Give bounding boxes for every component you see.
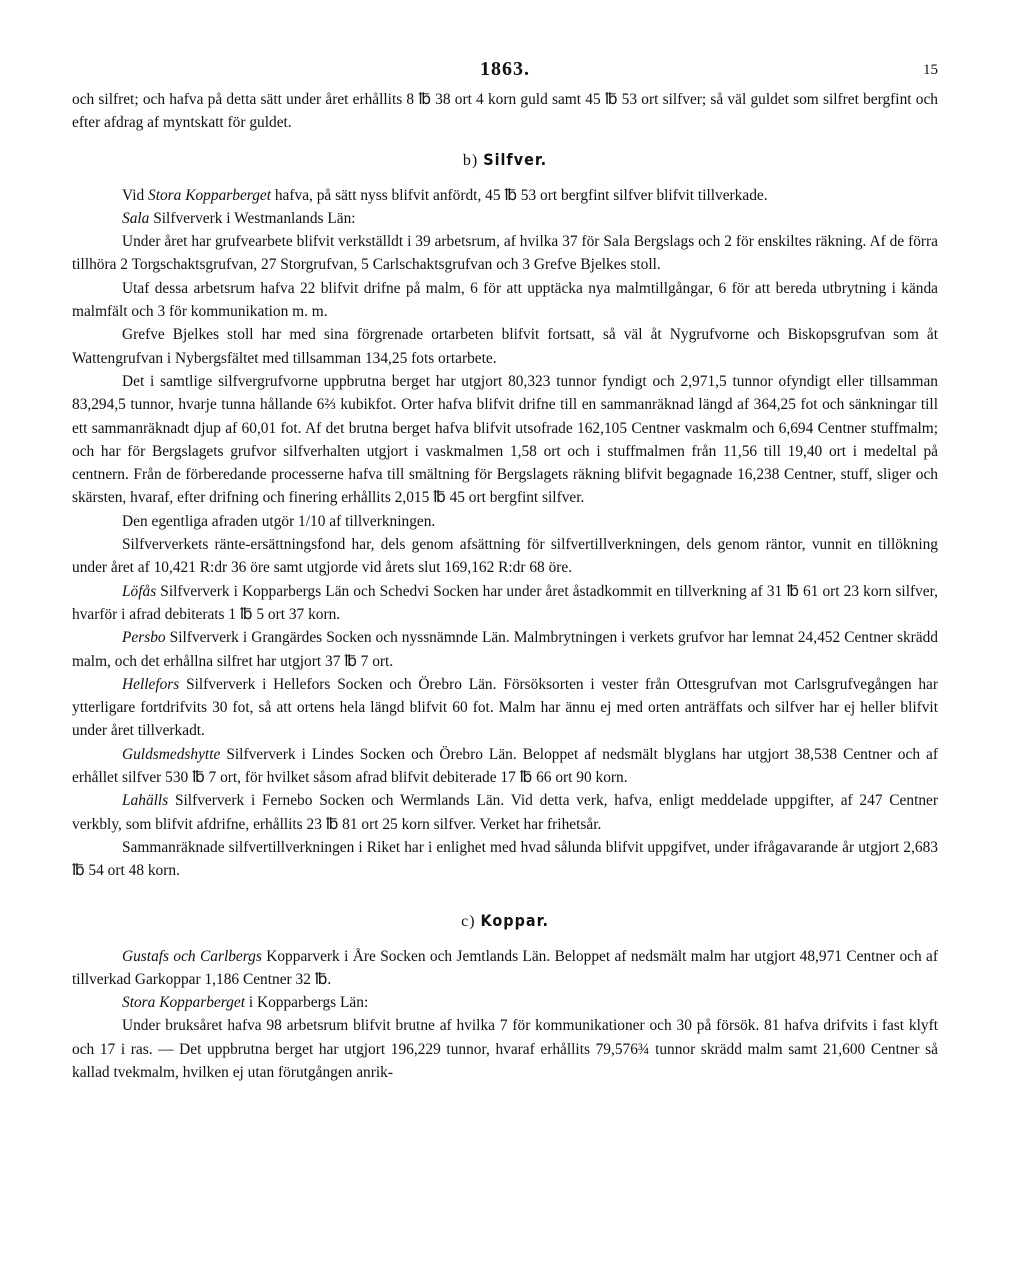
works-name: Stora Kopparberget bbox=[148, 186, 271, 204]
works-name: Löfås bbox=[122, 582, 157, 600]
works-name: Hellefors bbox=[122, 675, 180, 693]
paragraph bbox=[72, 580, 938, 627]
paragraph: och silfret; och hafva på detta sätt under året erhållits 8 ℔ 38 ort 4 korn guld samt 45 ℔ 53 ort silfver; så väl guldet som silfret bergfint och efter afdrag af myntskatt för guldet. bbox=[72, 91, 938, 132]
works-name: Guldsmedshytte bbox=[122, 745, 221, 763]
paragraph-text: i Kopparbergs Län: bbox=[244, 994, 369, 1012]
paragraph: Det i samtlige silfvergrufvorne uppbrutna berget har utgjort 80,323 tunnor fyndigt och 2,971,5 tunnor ofyndigt eller tillsamman 83,294,5 tunnor, hvarje tunna hållande 6⅔ kubikfot. Orter hafva blifvit drifne till en sammanräknad längd af 364,25 fot och sänkningar till ett sammanräknadt djup af 60,01 fot. Af det brutna berget hafva blifvit utsofrade 162,105 Centner vaskmalm och 6,694 Centner stuffmalm; och har för Bergslagets grufvor silfverhalten utgjort i vaskmalmen 1,58 ort och i stuffmalmen från 11,56 till 19,40 ort i medeltal på centnern. Från de förberedande processerne hafva till smältning för Bergslagets räkning blifvit begagnade 16,238 Centner, stuff, sliger och skärsten, hvaraf, efter drifning och finering erhållits 2,015 ℔ 45 ort bergfint silfver. bbox=[72, 372, 938, 507]
section-heading-silfver bbox=[72, 148, 938, 172]
page-year: 1863. bbox=[480, 58, 530, 80]
paragraph bbox=[72, 789, 938, 836]
paragraph: Sammanräknade silfvertillverkningen i Riket har i enlighet med hvad sålunda blifvit uppgifvet, under ifrågavarande år utgjort 2,683 ℔ 54 ort 48 korn. bbox=[72, 838, 938, 880]
page-header bbox=[72, 58, 938, 88]
section-title: Silfver. bbox=[483, 149, 548, 169]
paragraph-text: hafva, på sätt nyss blifvit anfördt, 45 ℔ 53 ort bergfint silfver blifvit tillverkade. bbox=[271, 186, 768, 204]
paragraph: Under bruksåret hafva 98 arbetsrum blifvit brutne af hvilka 7 för kommunikationer och 30 på försök. 81 hafva drifvits i fast klyft och 17 i ras. — Det uppbrutna berget har utgjort 196,229 tunnor, hvaraf erhållits 79,576¾ tunnor skrädd malm samt 21,600 Centner så kallad tvekmalm, hvilken ej utan förutgången anrik- bbox=[72, 1017, 938, 1081]
paragraph-text: Silfververk i Lindes Socken och Örebro Län. Beloppet af nedsmält blyglans har utgjort 38,538 Centner och af erhållet silfver 530 ℔ 7 ort, för hvilket såsom afrad blifvit debiterade 17 ℔ 66 ort 90 korn. bbox=[72, 745, 938, 787]
document-page bbox=[72, 58, 938, 1084]
paragraph bbox=[72, 184, 938, 207]
section-heading-koppar bbox=[72, 909, 938, 933]
works-name: Gustafs och Carlbergs bbox=[122, 947, 262, 965]
paragraph bbox=[72, 673, 938, 743]
works-name: Stora Kopparberget bbox=[122, 994, 245, 1012]
works-name: Sala bbox=[122, 209, 150, 227]
paragraph-text: Silfververk i Westmanlands Län: bbox=[149, 209, 356, 227]
paragraph: Den egentliga afraden utgör 1/10 af tillverkningen. bbox=[122, 512, 436, 530]
works-name: Persbo bbox=[122, 629, 166, 647]
paragraph bbox=[72, 743, 938, 790]
page-number: 15 bbox=[923, 62, 938, 78]
paragraph-text: Vid bbox=[122, 186, 149, 204]
paragraph bbox=[72, 991, 938, 1014]
section-prefix: c) bbox=[461, 912, 476, 930]
section-title: Koppar. bbox=[480, 910, 549, 930]
paragraph: Utaf dessa arbetsrum hafva 22 blifvit drifne på malm, 6 för att upptäcka nya malmtillgångar, 6 för att bereda utbrytning i kända malmfält och 3 för kommunikation m. m. bbox=[72, 279, 938, 321]
paragraph: Under året har grufvearbete blifvit verkställdt i 39 arbetsrum, af hvilka 37 för Sala Bergslags och 2 för enskiltes räkning. Af de förra tillhöra 2 Torgschaktsgrufvan, 27 Storgrufvan, 5 Carlschaktsgrufvan och 3 Grefve Bjelkes stoll. bbox=[72, 233, 938, 274]
paragraph-text: Silfververk i Kopparbergs Län och Schedvi Socken har under året åstadkommit en tillverkning af 31 ℔ 61 ort 23 korn silfver, hvarför i afrad debiterats 1 ℔ 5 ort 37 korn. bbox=[72, 582, 938, 623]
paragraph-text: Kopparverk i Åre Socken och Jemtlands Län. Beloppet af nedsmält malm har utgjort 48,971 Centner och af tillverkad Garkoppar 1,186 Centner 32 ℔. bbox=[72, 947, 939, 988]
paragraph bbox=[72, 626, 938, 673]
works-name: Lahälls bbox=[122, 792, 169, 810]
paragraph: Grefve Bjelkes stoll har med sina förgrenade ortarbeten blifvit fortsatt, så väl åt Nygrufvorne och Biskopsgrufvan som åt Wattengrufvan i Nybergsfältet med tillsamman 134,25 fots ortarbete. bbox=[72, 326, 938, 367]
paragraph bbox=[72, 207, 938, 230]
paragraph-text: Silfververk i Grangärdes Socken och nyssnämnde Län. Malmbrytningen i verkets grufvor har lemnat 24,452 Centner skrädd malm, och det erhållna silfret har utgjort 37 ℔ 7 ort. bbox=[72, 629, 938, 670]
section-prefix: b) bbox=[462, 151, 479, 169]
paragraph bbox=[72, 945, 938, 992]
paragraph-text: Silfververk i Hellefors Socken och Örebro Län. Försöksorten i vester från Ottesgrufvan mot Carlsgrufvegången har ytterligare fortdrifvits 30 fot, så att ortens hela längd blifvit 60 fot. Malm har ännu ej med orten anträffats och silfver har ej heller blifvit under året tillverkadt. bbox=[72, 675, 938, 740]
paragraph-text: Silfververk i Fernebo Socken och Wermlands Län. Vid detta verk, hafva, enligt meddelade uppgifter, af 247 Centner verkbly, som blifvit afdrifne, erhållits 23 ℔ 81 ort 25 korn silfver. Verket har frihetsår. bbox=[72, 792, 938, 833]
paragraph: Silfververkets ränte-ersättningsfond har, dels genom afsättning för silfvertillverkningen, dels genom räntor, vunnit en tillökning under året af 10,421 R:dr 36 öre samt utgjorde vid årets slut 169,162 R:dr 68 öre. bbox=[72, 536, 938, 577]
